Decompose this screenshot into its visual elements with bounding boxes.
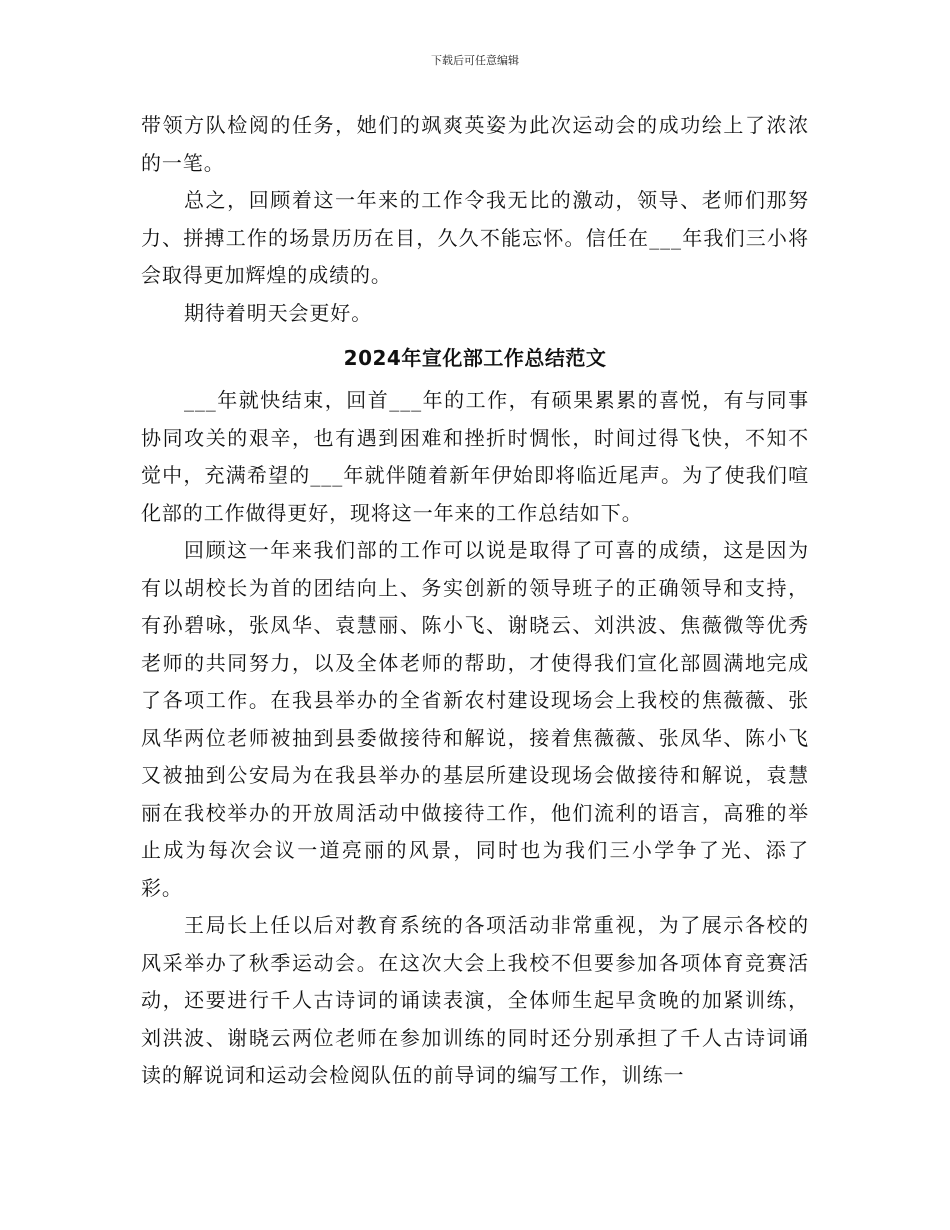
document-title: 2024年宣化部工作总结范文 [343,346,607,370]
paragraph-closing: 期待着明天会更好。 [184,300,373,325]
paragraph-opening: ___年就快结束，回首___年的工作，有硕果累累的喜悦，有与同事协同攻关的艰辛，也有遇到困难和挫折时惆怅，时间过得飞快，不知不觉中，充满希望的___年就伴随着新年伊始即将临近尾声。为了使我们喧化部的工作做得更好，现将这一年来的工作总结如下。 [141,388,809,525]
page-header: 下载后可任意编辑 [431,54,519,67]
paragraph-continuation: 带领方队检阅的任务，她们的飒爽英姿为此次运动会的成功绘上了浓浓的一笔。 [141,113,809,175]
paragraph-achievements: 回顾这一年来我们部的工作可以说是取得了可喜的成绩，这是因为有以胡校长为首的团结向上、务实创新的领导班子的正确领导和支持，有孙碧咏，张凤华、袁慧丽、陈小飞、谢晓云、刘洪波、焦薇微等优秀老师的共同努力，以及全体老师的帮助，才使得我们宣化部圆满地完成了各项工作。在我县举办的全省新农村建设现场会上我校的焦薇薇、张凤华两位老师被抽到县委做接待和解说，接着焦薇薇、张凤华、陈小飞又被抽到公安局为在我县举办的基层所建设现场会做接待和解说，袁慧丽在我校举办的开放周活动中做接待工作，他们流利的语言，高雅的举止成为每次会议一道亮丽的风景，同时也为我们三小学争了光、添了彩。 [141,538,809,900]
paragraph-summary: 总之，回顾着这一年来的工作令我无比的激动，领导、老师们那努力、拼搏工作的场景历历在目，久久不能忘怀。信任在___年我们三小将会取得更加辉煌的成绩的。 [141,188,809,287]
paragraph-sports-meet: 王局长上任以后对教育系统的各项活动非常重视，为了展示各校的风采举办了秋季运动会。在这次大会上我校不但要参加各项体育竞赛活动，还要进行千人古诗词的诵读表演，全体师生起早贪晚的加紧训练，刘洪波、谢晓云两位老师在参加训练的同时还分别承担了千人古诗词诵读的解说词和运动会检阅队伍的前导词的编写工作，训练一 [141,913,809,1087]
document-body [141,107,809,1095]
